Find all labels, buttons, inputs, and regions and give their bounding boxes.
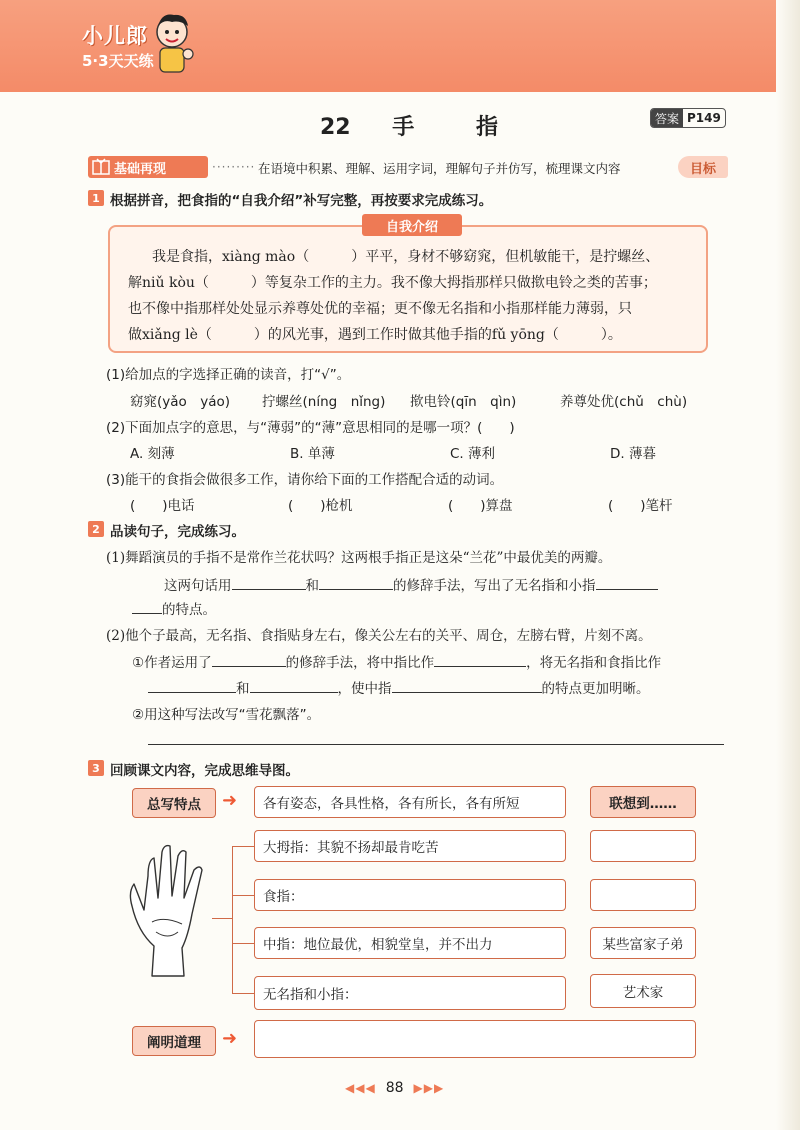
q1-sub3-item-4[interactable]: ( )笔杆 (608, 498, 673, 514)
q2-s2-rewrite-prompt: ②用这种写法改写“雪花飘落”。 (132, 707, 321, 723)
blank-rhetoric-3[interactable] (212, 653, 286, 667)
page-footer (345, 1080, 444, 1096)
connector-2 (232, 895, 254, 896)
q1-sub2-option-d[interactable]: D. 薄暮 (610, 446, 656, 462)
q1-sub2-option-c[interactable]: C. 薄利 (450, 446, 496, 462)
lesson-title (320, 110, 498, 141)
lesson-title-char-2: 指 (475, 115, 498, 140)
q1-sub2-option-a[interactable]: A. 刻薄 (130, 446, 175, 462)
rewrite-answer-line[interactable] (148, 744, 724, 745)
q2-s2-answer-line (132, 651, 661, 671)
q2-s2-text-e: ，使中指 (337, 681, 392, 697)
answer-reference-tag (650, 108, 726, 128)
section-goal-text: 在语境中积累、理解、运用字词，理解句子并仿写，梳理课文内容 (258, 161, 621, 176)
blank-feature-3[interactable] (392, 679, 542, 693)
q1-sub1-prompt: (1)给加点的字选择正确的读音，打“√”。 (106, 367, 351, 383)
finger-index-assoc-box[interactable] (590, 879, 696, 911)
brand-subtitle: 5·3天天练 (82, 52, 154, 70)
connector-hand (212, 918, 232, 919)
goal-tag: 目标 (678, 156, 728, 178)
next-arrows-icon: ▶▶▶ (413, 1081, 445, 1095)
blank-compare-2[interactable] (148, 679, 236, 693)
q1-sub2-prompt: (2)下面加点字的意思，与“薄弱”的“薄”意思相同的是哪一项？( ) (106, 420, 515, 436)
q2-s2-text-f: 的特点更加明晰。 (541, 681, 650, 697)
connector-4 (232, 993, 254, 994)
blank-rhetoric-2[interactable] (319, 576, 393, 590)
question-1-title: 根据拼音，把食指的“自我介绍”补写完整，再按要求完成练习。 (110, 193, 493, 209)
blank-feature-1[interactable] (596, 576, 658, 590)
q2-s1-text-a: 这两句话用 (164, 578, 232, 594)
hand-icon (122, 836, 222, 984)
q1-sub3-item-2[interactable]: ( )枪机 (288, 498, 353, 514)
question-3-title: 回顾课文内容，完成思维导图。 (110, 763, 299, 779)
q2-s1-text-b: 和 (305, 578, 319, 594)
q2-s2-text-c: ，将无名指和食指比作 (526, 655, 662, 671)
q1-sub1-item-3[interactable]: 揿电铃(qīn qìn) (410, 394, 517, 410)
mindmap-reason-label: 阐明道理 (132, 1026, 216, 1056)
q1-sub1-item-4[interactable]: 养尊处优(chǔ chù) (560, 394, 688, 410)
q1-sub3-item-1[interactable]: ( )电话 (130, 498, 195, 514)
intro-line-2: 解niǔ kòu（ ）等复杂工作的主力。我不像大拇指那样只做揿电铃之类的苦事； (128, 275, 657, 291)
mascot-icon (150, 10, 196, 76)
connector-1 (232, 846, 254, 847)
q2-sentence-2: (2)他个子最高，无名指、食指贴身左右，像关公左右的关平、周仓，左膀右臂，片刻不离。 (106, 628, 652, 644)
q2-s1-text-c: 的修辞手法，写出了无名指和小指 (393, 578, 596, 594)
intro-line-4: 做xiǎng lè（ ）的风光事，遇到工作时做其他手指的fǔ yōng（ ）。 (128, 327, 622, 343)
book-icon (92, 158, 110, 176)
q2-s1-answer-line-2 (132, 598, 216, 618)
section-badge: 基础再现 (88, 156, 208, 178)
lesson-number: 22 (320, 115, 351, 140)
question-number-2: 2 (88, 521, 104, 537)
blank-rhetoric-1[interactable] (232, 576, 306, 590)
finger-thumb-assoc-box[interactable] (590, 830, 696, 862)
mindmap-reason-box[interactable] (254, 1020, 696, 1058)
q1-sub2-option-b[interactable]: B. 单薄 (290, 446, 335, 462)
lesson-title-char-1: 手 (392, 115, 415, 140)
blank-compare-1[interactable] (434, 653, 526, 667)
finger-middle-box: 中指：地位最优，相貌堂皇，并不出力 (254, 927, 566, 959)
q2-s2-text-b: 的修辞手法，将中指比作 (285, 655, 435, 671)
answer-page: P149 (687, 111, 721, 125)
page-number: 88 (385, 1080, 404, 1096)
blank-feature-2[interactable] (132, 600, 162, 614)
q2-s1-answer-line (164, 574, 658, 594)
finger-ring-little-assoc-box: 艺术家 (590, 974, 696, 1008)
q1-sub3-prompt: (3)能干的食指会做很多工作，请你给下面的工作搭配合适的动词。 (106, 472, 504, 488)
question-number-3: 3 (88, 760, 104, 776)
finger-index-box[interactable]: 食指： (254, 879, 566, 911)
q2-s1-text-d: 的特点。 (162, 602, 216, 618)
q2-s2-text-a: ①作者运用了 (132, 655, 212, 671)
self-intro-title: 自我介绍 (362, 214, 462, 236)
blank-compare-3[interactable] (250, 679, 338, 693)
mindmap-bracket (232, 846, 233, 994)
question-number-1: 1 (88, 190, 104, 206)
brand-logo: 小儿郎 (82, 24, 148, 48)
intro-line-1: 我是食指，xiàng mào（ ）平平，身材不够窈窕，但机敏能干，是拧螺丝、 (152, 249, 660, 265)
q1-sub1-item-2[interactable]: 拧螺丝(níng nǐng) (262, 394, 386, 410)
intro-line-3: 也不像中指那样处处显示养尊处优的幸福；更不像无名指和小指那样能力薄弱，只 (128, 301, 632, 317)
section-dots: ········· (212, 160, 256, 174)
answer-label: 答案 (651, 109, 683, 127)
associate-label: 联想到…… (590, 786, 696, 818)
q1-sub1-item-1[interactable]: 窈窕(yǎo yáo) (130, 394, 231, 410)
q1-sub3-item-3[interactable]: ( )算盘 (448, 498, 513, 514)
mindmap-overview-box: 各有姿态，各具性格，各有所长，各有所短 (254, 786, 566, 818)
question-2-title: 品读句子，完成练习。 (110, 524, 245, 540)
mindmap-overview-label: 总写特点 (132, 788, 216, 818)
page-binding-edge (776, 0, 800, 1130)
arrow-right-icon: ➜ (222, 790, 238, 811)
q2-s2-text-d: 和 (236, 681, 250, 697)
finger-thumb-box: 大拇指：其貌不扬却最肯吃苦 (254, 830, 566, 862)
prev-arrows-icon: ◀◀◀ (345, 1081, 376, 1095)
finger-middle-assoc-box: 某些富家子弟 (590, 927, 696, 959)
q2-sentence-1: (1)舞蹈演员的手指不是常作兰花状吗？这两根手指正是这朵“兰花”中最优美的两瓣。 (106, 550, 612, 566)
arrow-right-icon-2: ➜ (222, 1028, 238, 1049)
connector-3 (232, 943, 254, 944)
q2-s2-answer-line-2 (148, 677, 650, 697)
finger-ring-little-box[interactable]: 无名指和小指： (254, 976, 566, 1010)
